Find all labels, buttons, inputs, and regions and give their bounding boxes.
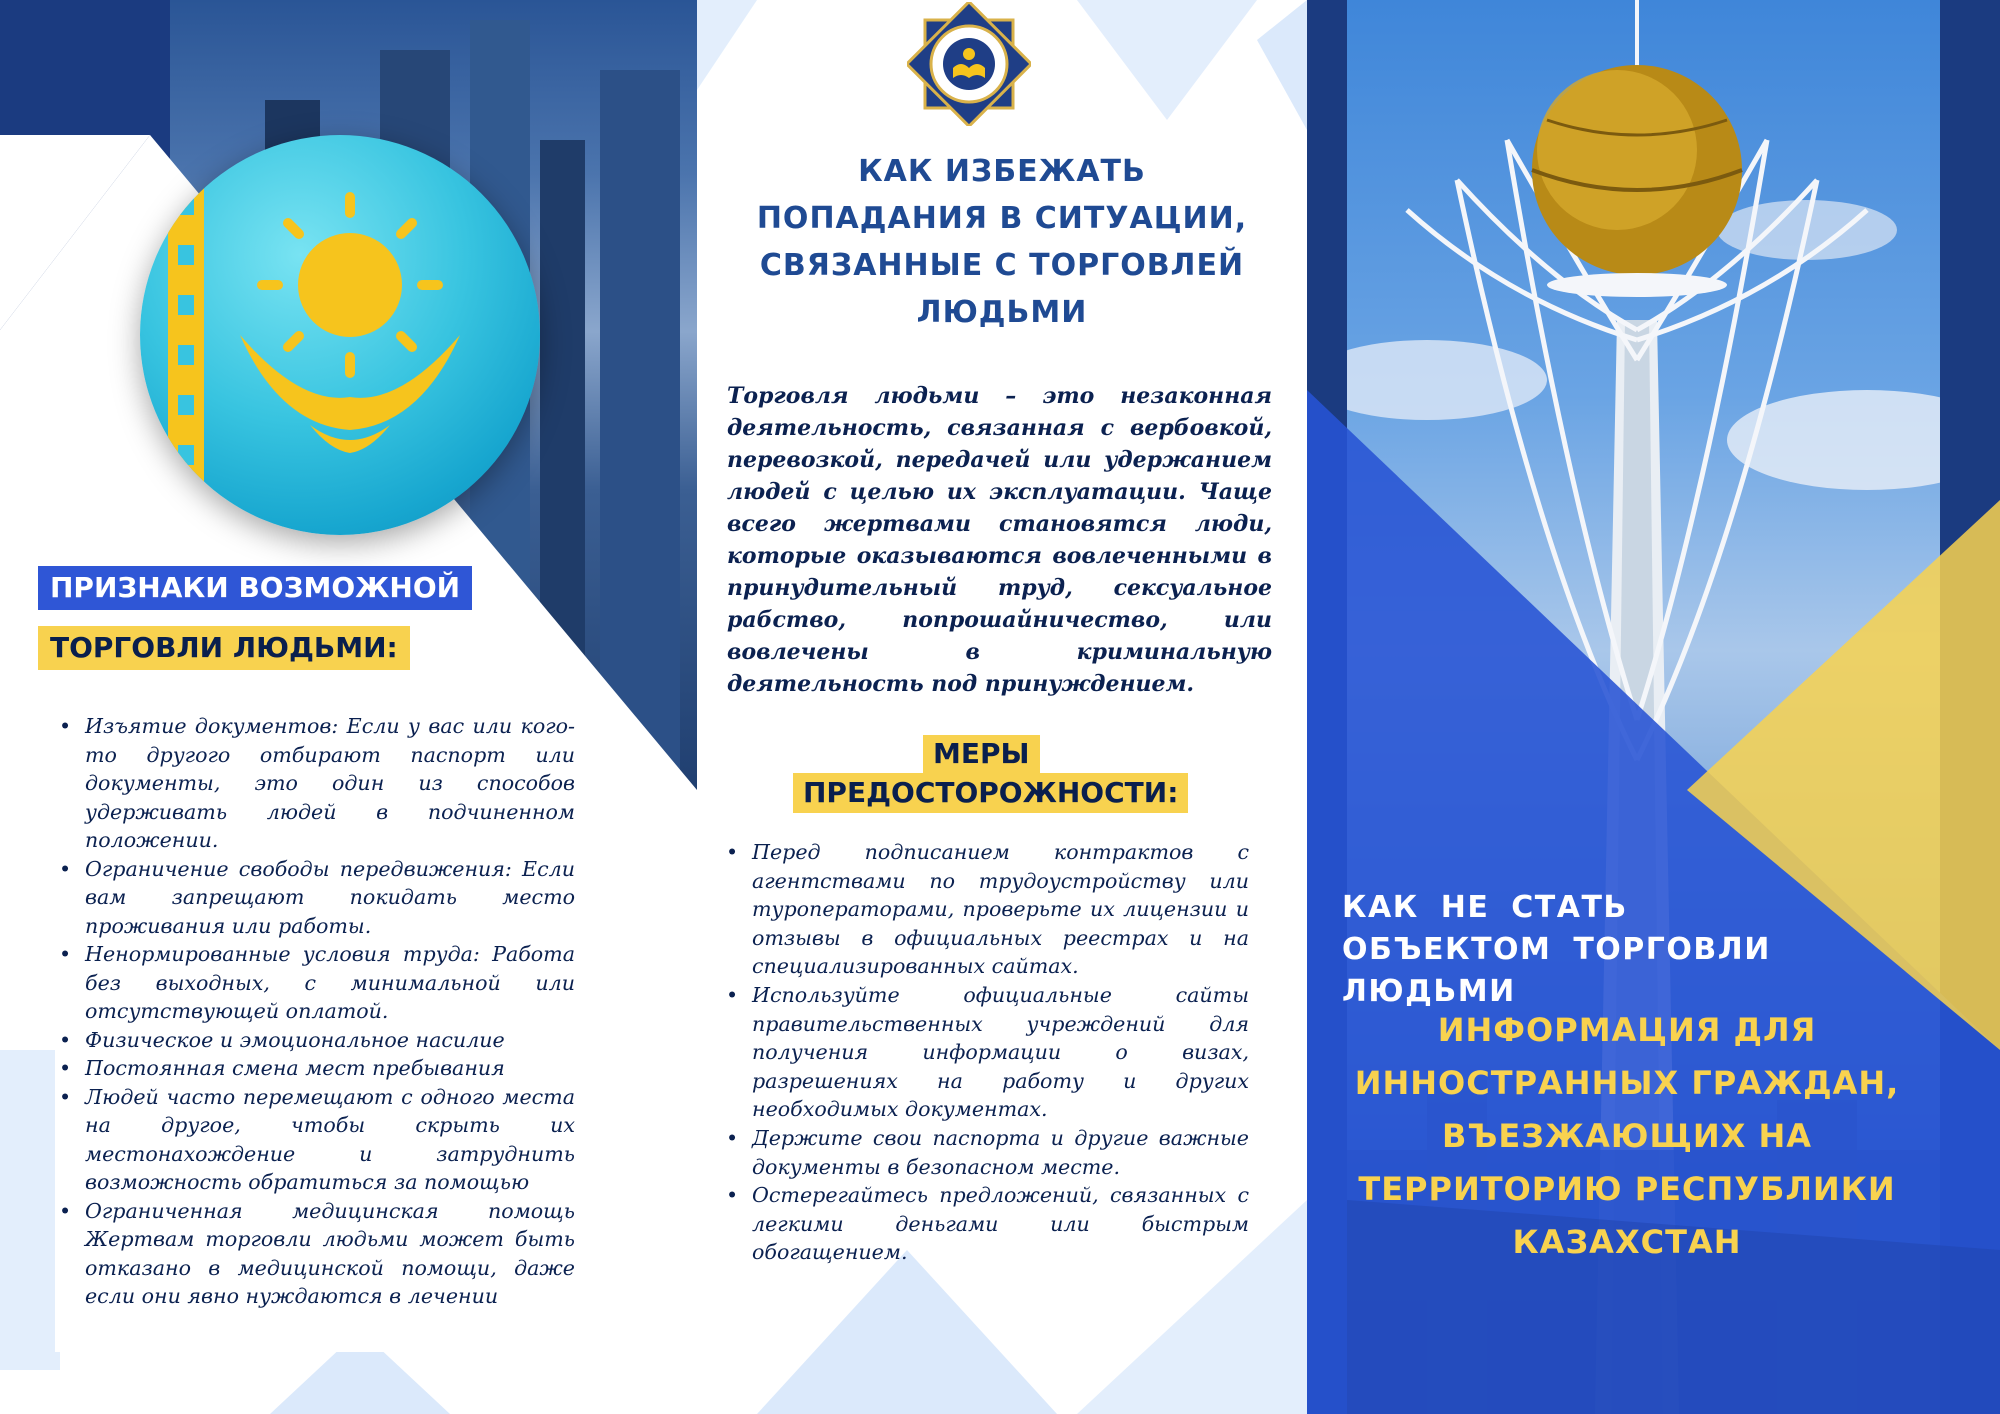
signs-list [55, 712, 575, 1311]
right-panel [1307, 0, 2000, 1414]
measures-title-line1: МЕРЫ [923, 735, 1040, 773]
kazakhstan-flag-icon [140, 135, 540, 535]
list-item: • Постоянная смена мест пребывания [85, 1054, 575, 1083]
middle-heading: КАК ИЗБЕЖАТЬ ПОПАДАНИЯ В СИТУАЦИИ, СВЯЗАННЫЕ С ТОРГОВЛЕЙ ЛЮДЬМИ [756, 154, 1248, 330]
right-heading: КАК НЕ СТАТЬ ОБЪЕКТОМ ТОРГОВЛИ ЛЮДЬМИ [1342, 890, 1771, 1009]
left-panel [0, 0, 697, 1414]
middle-panel [697, 0, 1307, 1414]
list-item: • Ненормированные условия труда: Работа без выходных, с минимальной или отсутствующей оплатой. [85, 940, 575, 1026]
list-item: • Остерегайтесь предложений, связанных с легкими деньгами или быстрым обогащением. [752, 1181, 1249, 1267]
signs-title-line2: ТОРГОВЛИ ЛЮДЬМИ: [38, 626, 410, 670]
measures-box [727, 838, 1249, 1267]
list-item: • Используйте официальные сайты правительственных учреждений для получения информации о визах, разрешениях на работу и других необходимых документах. [752, 981, 1249, 1124]
list-item: • Держите свои паспорта и другие важные документы в безопасном месте. [752, 1124, 1249, 1181]
measures-title-line2: ПРЕДОСТОРОЖНОСТИ: [793, 773, 1188, 813]
trafficking-definition: Торговля людьми – это незаконная деятельность, связанная с вербовкой, перевозкой, передачей или удержанием людей с целью их эксплуатации. Чаще всего жертвами становятся люди, которые оказываются вовлеченными в принудительный труд, сексуальное рабство, попрошайничество, или вовлечены в криминальную деятельность под принуждением. [727, 383, 1272, 697]
list-item: • Изъятие документов: Если у вас или кого-то другого отбирают паспорт или документы, это один из способов удерживать людей в подчиненном положении. [85, 712, 575, 855]
list-item: • Ограниченная медицинская помощь Жертвам торговли людьми может быть отказано в медицинской помощи, даже если они явно нуждаются в лечении [85, 1197, 575, 1311]
list-item: • Физическое и эмоциональное насилие [85, 1026, 575, 1055]
right-info: ИНФОРМАЦИЯ ДЛЯ ИННОСТРАННЫХ ГРАЖДАН, ВЪЕЗЖАЮЩИХ НА ТЕРРИТОРИЮ РЕСПУБЛИКИ КАЗАХСТАН [1354, 1011, 1900, 1261]
list-item: • Ограничение свободы передвижения: Если вам запрещают покидать место проживания или работы. [85, 855, 575, 941]
signs-title-line1: ПРИЗНАКИ ВОЗМОЖНОЙ [38, 566, 472, 610]
measures-list [727, 838, 1249, 1267]
academy-emblem-icon [907, 2, 1031, 126]
list-item: • Людей часто перемещают с одного места на другое, чтобы скрыть их местонахождение и затруднить возможность обратиться за помощью [85, 1083, 575, 1197]
signs-box [55, 712, 575, 1352]
list-item: • Перед подписанием контрактов с агентствами по трудоустройству или туроператорами, проверьте их лицензии и отзывы в официальных реестрах и на специализированных сайтах. [752, 838, 1249, 981]
